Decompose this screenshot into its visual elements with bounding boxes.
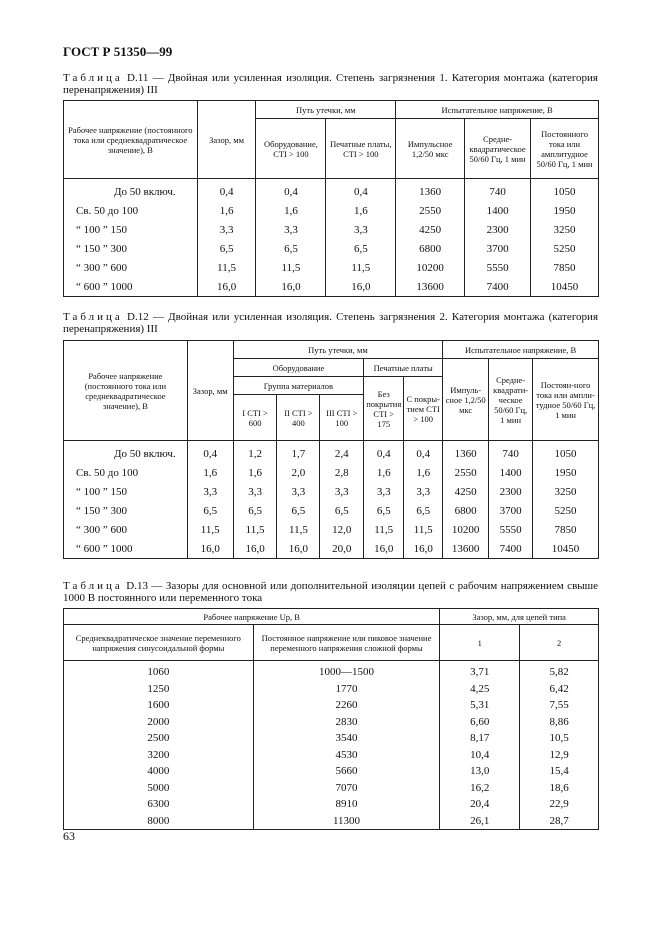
- t1-header-equipment: Оборудование, CTI > 100: [256, 119, 326, 179]
- table-cell: 10200: [396, 258, 465, 277]
- table-d11-caption: [63, 72, 598, 96]
- t2-header-group-3: III CTI > 100: [320, 395, 364, 441]
- t2-header-rms: Средне-квадрати-ческое 50/60 Гц, 1 мин: [489, 359, 533, 441]
- table-cell: 3700: [489, 501, 533, 520]
- table-row: [64, 463, 599, 482]
- row-label-cell: 2500: [64, 730, 254, 747]
- table-row: [64, 520, 599, 539]
- table-cell: 7400: [465, 277, 531, 297]
- table-cell: 1000—1500: [253, 661, 440, 681]
- table-cell: 2300: [465, 220, 531, 239]
- table-cell: 5660: [253, 763, 440, 780]
- table-cell: 6,5: [404, 501, 443, 520]
- row-label-cell: “ 150 ” 300: [64, 239, 198, 258]
- table-cell: 6800: [396, 239, 465, 258]
- table-cell: 6,5: [233, 501, 277, 520]
- table-cell: 11,5: [404, 520, 443, 539]
- table-cell: 6,5: [364, 501, 404, 520]
- t2-header-test-voltage: Испытательное напряжение, В: [443, 341, 599, 359]
- t3-header-working-voltage: Рабочее напряжение Uр, В: [64, 609, 440, 625]
- table-cell: 16,0: [256, 277, 326, 297]
- row-label-cell: “ 100 ” 150: [64, 482, 188, 501]
- table-cell: 5,82: [520, 661, 599, 681]
- table-cell: 1,7: [277, 441, 320, 464]
- t2-header-material-group: Группа материалов: [233, 377, 364, 395]
- t2-header-with-coating: С покры-тием CTI > 100: [404, 377, 443, 441]
- table-cell: 16,0: [404, 539, 443, 559]
- row-label-cell: “ 600 ” 1000: [64, 539, 188, 559]
- table-cell: 20,0: [320, 539, 364, 559]
- t2-header-pcb: Печатные платы: [364, 359, 443, 377]
- table-row: [64, 201, 599, 220]
- table-row: [64, 730, 599, 747]
- table-cell: 1400: [465, 201, 531, 220]
- table-cell: 6,60: [440, 714, 520, 731]
- row-label-cell: 4000: [64, 763, 254, 780]
- table-cell: 0,4: [404, 441, 443, 464]
- table-cell: 6800: [443, 501, 489, 520]
- table-cell: 7,55: [520, 697, 599, 714]
- table-cell: 3540: [253, 730, 440, 747]
- row-label-cell: 8000: [64, 813, 254, 830]
- table-row: [64, 482, 599, 501]
- table-cell: 2,8: [320, 463, 364, 482]
- table-cell: 3,3: [233, 482, 277, 501]
- table-row: [64, 763, 599, 780]
- row-label-cell: Св. 50 до 100: [64, 463, 188, 482]
- table-cell: 1950: [533, 463, 599, 482]
- table-row: [64, 697, 599, 714]
- table-cell: 16,0: [233, 539, 277, 559]
- table-cell: 1,6: [197, 201, 256, 220]
- t3-header-gap: Зазор, мм, для цепей типа: [440, 609, 599, 625]
- t3-header-rms-sin: Среднеквадратическое значение переменного напряжения синусоидальной формы: [64, 625, 254, 661]
- table-cell: 3250: [531, 220, 599, 239]
- table-row: [64, 714, 599, 731]
- table-cell: 10,5: [520, 730, 599, 747]
- table-cell: 12,0: [320, 520, 364, 539]
- table-cell: 1770: [253, 681, 440, 698]
- table-row: [64, 813, 599, 830]
- table-row: [64, 661, 599, 681]
- table-cell: 3,71: [440, 661, 520, 681]
- table-cell: 0,4: [364, 441, 404, 464]
- table-cell: 3,3: [197, 220, 256, 239]
- table-cell: 5550: [489, 520, 533, 539]
- table-cell: 6,42: [520, 681, 599, 698]
- document-header: ГОСТ Р 51350—99: [63, 44, 173, 59]
- table-cell: 8910: [253, 796, 440, 813]
- row-label-cell: “ 300 ” 600: [64, 258, 198, 277]
- table-row: [64, 441, 599, 464]
- table-d13-caption: [63, 580, 598, 604]
- table-cell: 3,3: [326, 220, 396, 239]
- table-cell: 3,3: [277, 482, 320, 501]
- table-d13-caption-text: D.13 — Зазоры для основной или дополнительной изоляции цепей с рабочим напряжением свыше 1000 В постоянного или переменного тока: [63, 580, 598, 604]
- t2-body: [64, 441, 599, 559]
- table-cell: 1,6: [364, 463, 404, 482]
- row-label-cell: “ 600 ” 1000: [64, 277, 198, 297]
- row-label-cell: “ 300 ” 600: [64, 520, 188, 539]
- table-cell: 11,5: [277, 520, 320, 539]
- table-cell: 16,0: [364, 539, 404, 559]
- table-d12-caption-text: D.12 — Двойная или усиленная изоляция. Степень загрязнения 2. Категория монтажа (категория перенапряжения) III: [63, 311, 598, 335]
- t1-header-dc: Постоянного тока или амплитудное 50/60 Гц, 1 мин: [531, 119, 599, 179]
- t3-header-type2: 2: [520, 625, 599, 661]
- table-cell: 4250: [443, 482, 489, 501]
- table-cell: 3,3: [364, 482, 404, 501]
- page-number: 63: [63, 829, 75, 843]
- t2-header-equipment: Оборудование: [233, 359, 364, 377]
- table-cell: 8,17: [440, 730, 520, 747]
- table-cell: 740: [489, 441, 533, 464]
- table-cell: 4,25: [440, 681, 520, 698]
- row-label-cell: “ 100 ” 150: [64, 220, 198, 239]
- t1-body: [64, 179, 599, 297]
- table-cell: 5,31: [440, 697, 520, 714]
- table-cell: 13,0: [440, 763, 520, 780]
- table-cell: 1050: [533, 441, 599, 464]
- table-d12-caption-label: Таблица: [63, 311, 123, 323]
- table-cell: 6,5: [277, 501, 320, 520]
- table-row: [64, 277, 599, 297]
- table-cell: 16,0: [277, 539, 320, 559]
- table-cell: 1,6: [187, 463, 233, 482]
- t3-body: [64, 661, 599, 830]
- table-cell: 3,3: [187, 482, 233, 501]
- table-row: [64, 501, 599, 520]
- table-d13: [63, 608, 599, 830]
- t1-header-impulse: Импульсное 1,2/50 мкс: [396, 119, 465, 179]
- table-cell: 6,5: [256, 239, 326, 258]
- t2-header-no-coating: Без покрытия CTI > 175: [364, 377, 404, 441]
- t1-header-voltage: Рабочее напряжение (постоянного тока или среднеквадратическое значение), В: [64, 101, 198, 179]
- t1-header-rms: Средне-квадратическое 50/60 Гц, 1 мин: [465, 119, 531, 179]
- t1-header-gap: Зазор, мм: [197, 101, 256, 179]
- t2-header-dc: Постоян-ного тока или ампли-тудное 50/60 Гц, 1 мин: [533, 359, 599, 441]
- t3-header-type1: 1: [440, 625, 520, 661]
- table-cell: 5250: [531, 239, 599, 258]
- table-cell: 11,5: [233, 520, 277, 539]
- table-cell: 18,6: [520, 780, 599, 797]
- table-cell: 1360: [443, 441, 489, 464]
- table-cell: 2,4: [320, 441, 364, 464]
- t2-header-gap: Зазор, мм: [187, 341, 233, 441]
- table-cell: 16,2: [440, 780, 520, 797]
- table-row: [64, 747, 599, 764]
- row-label-cell: 6300: [64, 796, 254, 813]
- row-label-cell: 1250: [64, 681, 254, 698]
- table-cell: 11,5: [197, 258, 256, 277]
- table-cell: 1360: [396, 179, 465, 202]
- table-row: [64, 179, 599, 202]
- t2-header-voltage: Рабочее напряжение (постоянного тока или среднеквадратическое значение), В: [64, 341, 188, 441]
- table-cell: 11,5: [326, 258, 396, 277]
- table-cell: 1,6: [404, 463, 443, 482]
- table-cell: 3250: [533, 482, 599, 501]
- table-cell: 3,3: [404, 482, 443, 501]
- t1-header-test-voltage: Испытательное напряжение, В: [396, 101, 599, 119]
- table-cell: 22,9: [520, 796, 599, 813]
- table-cell: 2830: [253, 714, 440, 731]
- t2-header-group-2: II CTI > 400: [277, 395, 320, 441]
- table-cell: 6,5: [326, 239, 396, 258]
- table-cell: 7400: [489, 539, 533, 559]
- table-row: [64, 258, 599, 277]
- table-cell: 0,4: [326, 179, 396, 202]
- table-cell: 2300: [489, 482, 533, 501]
- table-d11-caption-label: Таблица: [63, 72, 123, 84]
- table-d12: [63, 340, 599, 559]
- table-cell: 10450: [531, 277, 599, 297]
- table-d13-caption-label: Таблица: [63, 580, 123, 592]
- row-label-cell: “ 150 ” 300: [64, 501, 188, 520]
- table-cell: 12,9: [520, 747, 599, 764]
- row-label-cell: 1060: [64, 661, 254, 681]
- table-cell: 2550: [396, 201, 465, 220]
- table-cell: 740: [465, 179, 531, 202]
- table-cell: 3,3: [320, 482, 364, 501]
- table-row: [64, 220, 599, 239]
- table-cell: 5250: [533, 501, 599, 520]
- table-cell: 16,0: [197, 277, 256, 297]
- table-cell: 10200: [443, 520, 489, 539]
- table-cell: 6,5: [187, 501, 233, 520]
- t2-header-creepage: Путь утечки, мм: [233, 341, 443, 359]
- row-label-cell: 2000: [64, 714, 254, 731]
- table-cell: 3,3: [256, 220, 326, 239]
- table-cell: 7850: [531, 258, 599, 277]
- table-cell: 0,4: [256, 179, 326, 202]
- row-label-cell: До 50 включ.: [64, 179, 198, 202]
- table-cell: 8,86: [520, 714, 599, 731]
- table-cell: 3700: [465, 239, 531, 258]
- table-cell: 4250: [396, 220, 465, 239]
- table-cell: 1,6: [326, 201, 396, 220]
- table-cell: 26,1: [440, 813, 520, 830]
- table-row: [64, 796, 599, 813]
- table-cell: 13600: [396, 277, 465, 297]
- table-cell: 15,4: [520, 763, 599, 780]
- table-row: [64, 780, 599, 797]
- table-cell: 1,6: [256, 201, 326, 220]
- table-cell: 1400: [489, 463, 533, 482]
- table-row: [64, 239, 599, 258]
- table-cell: 11,5: [256, 258, 326, 277]
- row-label-cell: До 50 включ.: [64, 441, 188, 464]
- table-cell: 11,5: [364, 520, 404, 539]
- table-cell: 1950: [531, 201, 599, 220]
- t3-header-dc-peak: Постоянное напряжение или пиковое значение переменного напряжения сложной формы: [253, 625, 440, 661]
- table-cell: 7070: [253, 780, 440, 797]
- table-cell: 13600: [443, 539, 489, 559]
- table-cell: 4530: [253, 747, 440, 764]
- table-cell: 28,7: [520, 813, 599, 830]
- table-cell: 10,4: [440, 747, 520, 764]
- table-cell: 0,4: [197, 179, 256, 202]
- table-cell: 7850: [533, 520, 599, 539]
- row-label-cell: Св. 50 до 100: [64, 201, 198, 220]
- row-label-cell: 5000: [64, 780, 254, 797]
- table-d11-caption-text: D.11 — Двойная или усиленная изоляция. Степень загрязнения 1. Категория монтажа (категория перенапряжения) III: [63, 72, 598, 96]
- table-cell: 11,5: [187, 520, 233, 539]
- t2-header-impulse: Импуль-сное 1,2/50 мкс: [443, 359, 489, 441]
- table-d11: [63, 100, 599, 297]
- t1-header-creepage: Путь утечки, мм: [256, 101, 396, 119]
- table-cell: 1,2: [233, 441, 277, 464]
- table-row: [64, 681, 599, 698]
- table-cell: 5550: [465, 258, 531, 277]
- table-cell: 2260: [253, 697, 440, 714]
- table-cell: 2,0: [277, 463, 320, 482]
- table-cell: 1,6: [233, 463, 277, 482]
- table-cell: 1050: [531, 179, 599, 202]
- t1-header-pcb: Печатные платы, CTI > 100: [326, 119, 396, 179]
- table-cell: 11300: [253, 813, 440, 830]
- row-label-cell: 1600: [64, 697, 254, 714]
- table-cell: 6,5: [197, 239, 256, 258]
- row-label-cell: 3200: [64, 747, 254, 764]
- table-cell: 2550: [443, 463, 489, 482]
- table-cell: 20,4: [440, 796, 520, 813]
- table-d12-caption: [63, 311, 598, 335]
- table-cell: 10450: [533, 539, 599, 559]
- t2-header-group-1: I CTI > 600: [233, 395, 277, 441]
- table-row: [64, 539, 599, 559]
- table-cell: 16,0: [326, 277, 396, 297]
- table-cell: 6,5: [320, 501, 364, 520]
- table-cell: 0,4: [187, 441, 233, 464]
- table-cell: 16,0: [187, 539, 233, 559]
